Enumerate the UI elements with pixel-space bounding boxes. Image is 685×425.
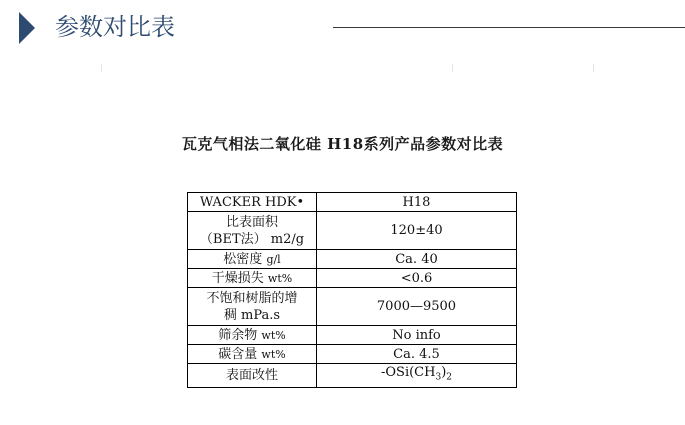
table-header-value: H18 bbox=[317, 193, 517, 212]
value-suffix: ) bbox=[441, 365, 447, 380]
spec-table bbox=[187, 192, 517, 388]
divider-tick-right bbox=[593, 64, 594, 72]
param-unit: wt% bbox=[261, 328, 286, 342]
table-row bbox=[188, 269, 517, 288]
param-cell bbox=[188, 250, 317, 269]
header-marker bbox=[19, 12, 35, 44]
table-header-row bbox=[188, 193, 517, 212]
value-subscript: 3 bbox=[435, 372, 442, 383]
param-name: 不饱和树脂的增 bbox=[206, 290, 298, 306]
value-cell: Ca. 40 bbox=[317, 250, 517, 269]
table-row bbox=[188, 326, 517, 345]
value-cell: 7000—9500 bbox=[317, 288, 517, 326]
param-name: 表面改性 bbox=[225, 367, 278, 383]
param-subtext: 稠 mPa.s bbox=[223, 307, 281, 323]
table-row bbox=[188, 250, 517, 269]
table-header-param: WACKER HDK• bbox=[188, 193, 317, 212]
param-cell bbox=[188, 364, 317, 388]
table-row bbox=[188, 364, 517, 388]
document-title: 瓦克气相法二氧化硅 H18系列产品参数对比表 bbox=[181, 135, 504, 153]
param-name: 碳含量 bbox=[218, 346, 258, 362]
value-cell: No info bbox=[317, 326, 517, 345]
param-name: 干燥损失 bbox=[211, 270, 264, 286]
table-row bbox=[188, 212, 517, 250]
param-cell bbox=[188, 212, 317, 250]
param-name: 比表面积 bbox=[225, 214, 278, 230]
param-unit: wt% bbox=[261, 347, 286, 361]
value-cell: 120±40 bbox=[317, 212, 517, 250]
param-unit: wt% bbox=[267, 271, 293, 285]
param-subtext: （BET法） m2/g bbox=[199, 231, 305, 247]
param-name: 松密度 bbox=[223, 251, 263, 267]
header-divider bbox=[333, 27, 685, 28]
param-cell bbox=[188, 345, 317, 364]
value-prefix: -OSi(CH bbox=[380, 365, 436, 380]
param-unit: g/l bbox=[266, 252, 281, 266]
value-subscript: 2 bbox=[446, 372, 453, 383]
value-cell bbox=[317, 364, 517, 388]
param-name: 筛余物 bbox=[218, 327, 258, 343]
param-cell bbox=[188, 288, 317, 326]
table-row bbox=[188, 288, 517, 326]
value-cell: Ca. 4.5 bbox=[317, 345, 517, 364]
param-cell bbox=[188, 269, 317, 288]
table-row bbox=[188, 345, 517, 364]
param-cell bbox=[188, 326, 317, 345]
page-title: 参数对比表 bbox=[55, 13, 175, 41]
divider-tick-left bbox=[101, 64, 102, 72]
divider-tick-center bbox=[452, 64, 453, 72]
value-cell: <0.6 bbox=[317, 269, 517, 288]
